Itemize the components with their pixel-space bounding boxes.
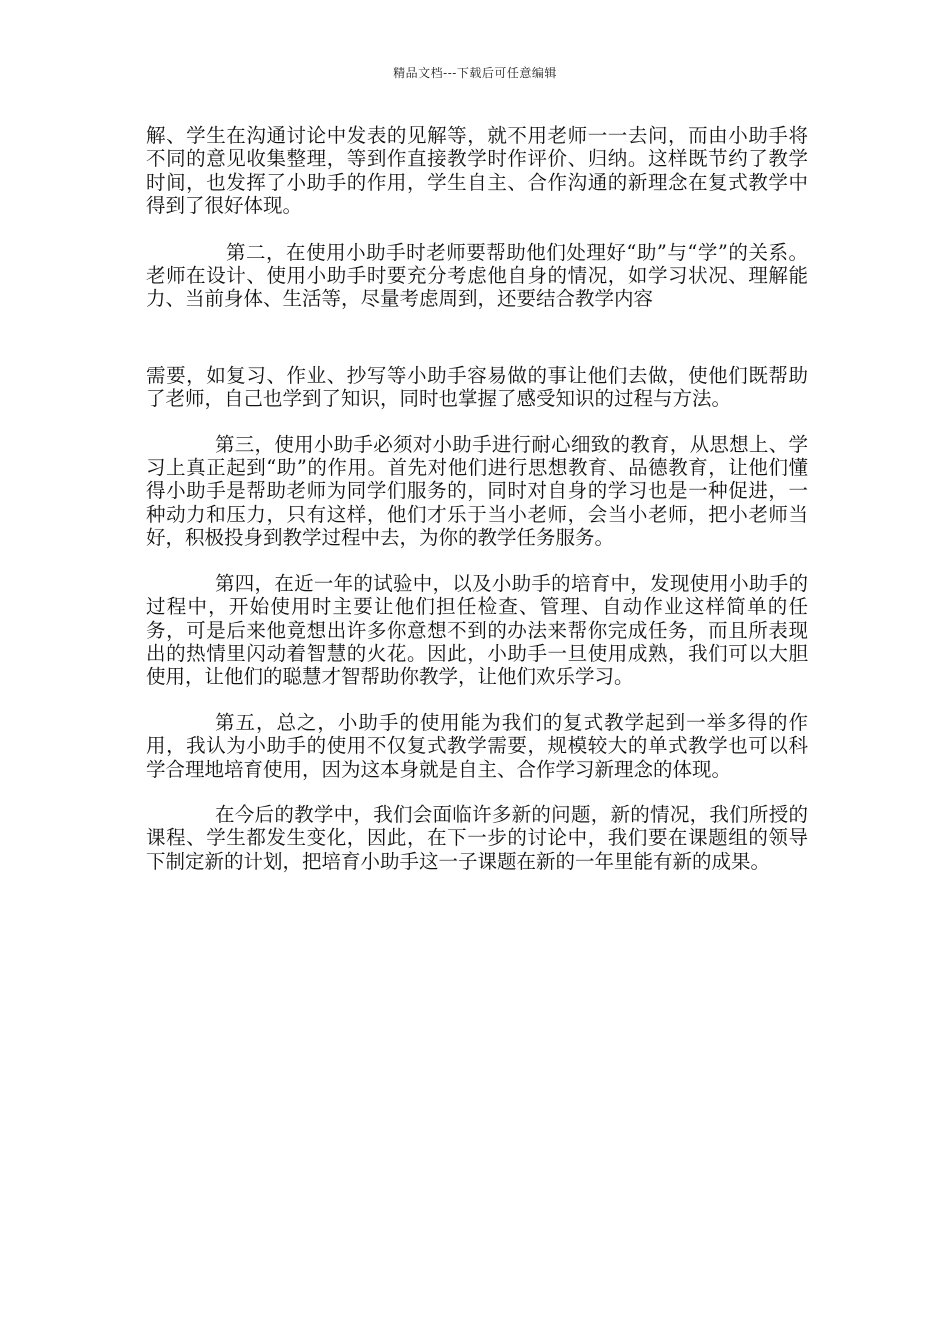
paragraph-3: 需要，如复习、作业、抄写等小助手容易做的事让他们去做，使他们既帮助了老师，自己也学到了知识，同时也掌握了感受知识的过程与方法。 <box>146 363 808 411</box>
paragraph-1: 解、学生在沟通讨论中发表的见解等，就不用老师一一去问，而由小助手将不同的意见收集整理，等到作直接教学时作评价、归纳。这样既节约了教学时间，也发挥了小助手的作用，学生自主、合作沟通的新理念在复式教学中得到了很好体现。 <box>146 124 808 218</box>
document-body <box>146 124 808 873</box>
page-header: 精品文档---下载后可任意编辑 <box>393 66 557 80</box>
paragraph-4: 第三，使用小助手必须对小助手进行耐心细致的教育，从思想上、学习上真正起到“助”的作用。首先对他们进行思想教育、品德教育，让他们懂得小助手是帮助老师为同学们服务的，同时对自身的学习也是一种促进，一种动力和压力，只有这样，他们才乐于当小老师，会当小老师，把小老师当好，积极投身到教学过程中去，为你的教学任务服务。 <box>146 432 808 550</box>
paragraph-5: 第四，在近一年的试验中，以及小助手的培育中，发现使用小助手的过程中，开始使用时主要让他们担任检查、管理、自动作业这样简单的任务，可是后来他竟想出许多你意想不到的办法来帮你完成任务，而且所表现出的热情里闪动着智慧的火花。因此，小助手一旦使用成熟，我们可以大胆使用，让他们的聪慧才智帮助你教学，让他们欢乐学习。 <box>146 571 808 689</box>
paragraph-7: 在今后的教学中，我们会面临许多新的问题，新的情况，我们所授的课程、学生都发生变化，因此，在下一步的讨论中，我们要在课题组的领导下制定新的计划，把培育小助手这一子课题在新的一年里能有新的成果。 <box>146 802 808 873</box>
paragraph-6: 第五，总之，小助手的使用能为我们的复式教学起到一举多得的作用，我认为小助手的使用不仅复式教学需要，规模较大的单式教学也可以科学合理地培育使用，因为这本身就是自主、合作学习新理念的体现。 <box>146 710 808 781</box>
paragraph-2: 第二，在使用小助手时老师要帮助他们处理好“助”与“学”的关系。老师在设计、使用小助手时要充分考虑他自身的情况，如学习状况、理解能力、当前身体、生活等，尽量考虑周到，还要结合教学内容 <box>146 240 808 311</box>
